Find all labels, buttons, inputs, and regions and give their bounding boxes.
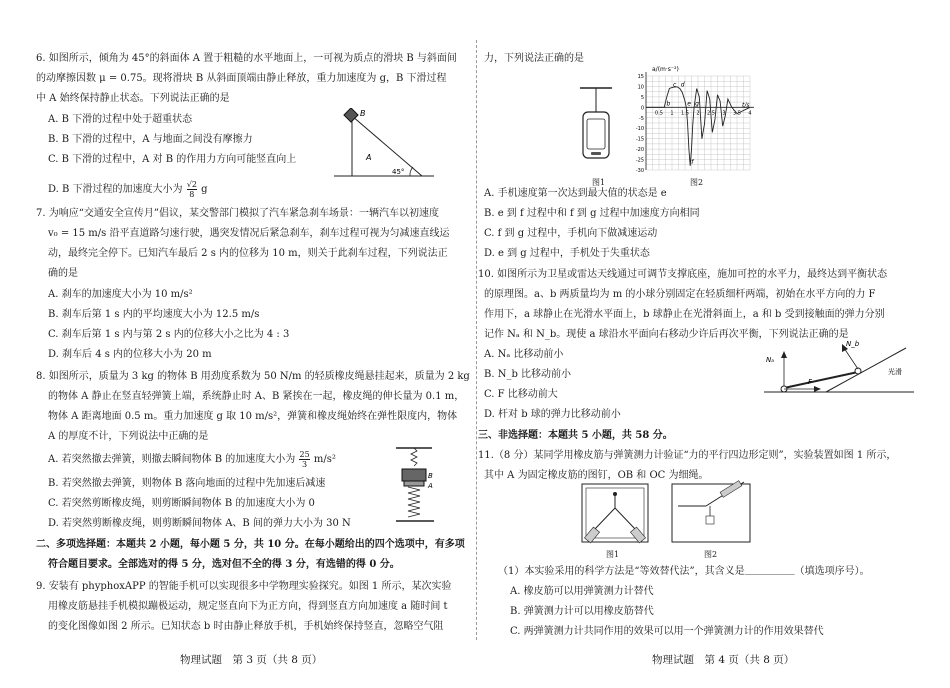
q11-figure2 — [670, 476, 762, 546]
arrow-nb — [844, 348, 858, 369]
q11-fig1-caption: 图1 — [606, 550, 620, 559]
annotation-g: g — [695, 100, 699, 108]
chart-grid — [646, 76, 750, 170]
q6-option-d-g: g — [201, 184, 208, 195]
q9-figure1-phone — [572, 86, 622, 176]
q8-frac-den: 3 — [302, 460, 308, 469]
section2-heading-line2: 符合题目要求。全部选对的得 5 分，选对但不全的得 3 分，有选错的得 0 分。 — [48, 559, 400, 570]
y-tick-label: -25 — [635, 157, 644, 164]
x-tick-label: 4 — [748, 110, 752, 117]
y-tick-label: 5 — [640, 94, 644, 101]
q6-frac-num: √2 — [186, 180, 197, 189]
q11-figure1 — [580, 482, 650, 548]
block-a — [404, 481, 424, 486]
q6-incline-figure — [330, 108, 440, 180]
q8-stem-line2: 的物体 A 静止在竖直轻弹簧上端，系统静止时 A、B 紧挨在一起，橡皮绳的伸长量为 0.1 m， — [48, 391, 465, 402]
q10-antenna-figure — [746, 338, 916, 410]
label-smooth: 光滑 — [888, 368, 902, 376]
q7-option-c: C. 刹车后第 1 s 内与第 2 s 内的位移大小之比为 4 : 3 — [48, 329, 290, 340]
x-tick-label: 3 — [722, 110, 726, 117]
phone-screen — [587, 119, 605, 149]
x-tick-label: 2 — [696, 110, 700, 117]
q8-stem-line4: A 的厚度不计，下列说法中正确的是 — [48, 431, 209, 442]
section3-heading: 三、非选择题：本题共 5 小题，共 58 分。 — [478, 430, 673, 441]
q7-stem-line2: v₀ = 15 m/s 沿平直道路匀速行驶，遇突发情况后紧急刹车，刹车过程可视为匀减速直线运 — [48, 228, 450, 239]
y-tick-label: 0 — [640, 105, 644, 112]
label-a: A — [366, 153, 372, 162]
q9-continuation: 力，下列说法正确的是 — [484, 53, 584, 64]
q10-option-a: A. Nₐ 比移动前小 — [484, 349, 564, 360]
q7-stem-line1: 7. 为响应“交通安全宣传月”倡议，某交警部门模拟了汽车紧急刹车场景：一辆汽车以初速度 — [36, 208, 439, 219]
q8-option-a-unit: m/s² — [313, 454, 336, 465]
q11-option-c: C. 两弹簧测力计共同作用的效果可以用一个弹簧测力计的作用效果替代 — [510, 626, 824, 637]
incline-triangle — [352, 116, 422, 176]
q6-option-d-fraction — [187, 180, 197, 199]
y-tick-label: -15 — [635, 136, 644, 143]
q10-stem-line3: 作用下，a 球静止在光滑水平面上，b 球静止在光滑斜面上，a 和 b 受到接触面的弹力分别 — [484, 309, 885, 320]
q11-sub1: （1）本实验采用的科学方法是“等效替代法”，其含义是＿＿＿＿＿（填选项序号）。 — [498, 566, 870, 577]
x-tick-label: 1 — [670, 110, 674, 117]
phone-button — [591, 152, 601, 155]
x-tick-label: 2.5 — [707, 110, 715, 117]
left-page-footer: 物理试题 第 3 页（共 8 页） — [180, 654, 323, 666]
fig-label-a: A — [428, 482, 433, 490]
q10-option-d: D. 杆对 b 球的弹力比移动前小 — [484, 409, 621, 420]
q6-option-c: C. B 下滑的过程中，A 对 B 的作用力方向可能竖直向上 — [48, 154, 297, 165]
q7-stem-line4: 确的是 — [48, 268, 78, 279]
spring — [408, 487, 420, 517]
label-na: Nₐ — [766, 356, 774, 364]
arrow-na-head — [781, 351, 787, 358]
section2-heading-line1: 二、多项选择题：本题共 2 小题，每小题 5 分，共 10 分。在每小题给出的四个选项中，有多项 — [36, 539, 465, 550]
q6-stem-line3: 中 A 始终保持静止状态。下列说法正确的是 — [36, 93, 230, 104]
x-tick-label: 1.5 — [681, 110, 689, 117]
annotation-d: d — [680, 81, 685, 89]
figure1-caption: 图1 — [592, 178, 606, 187]
q8-option-a — [48, 450, 336, 469]
q10-stem-line2: 的原理图。a、b 两质量均为 m 的小球分别固定在轻质细杆两端，初始在水平方向的力 F — [484, 289, 876, 300]
label-nb: N_b — [846, 340, 860, 348]
chart-x-axis-label: t/s — [742, 102, 750, 109]
y-tick-label: 15 — [637, 74, 644, 80]
board-frame-2 — [672, 484, 750, 542]
q10-option-c: C. F 比移动前大 — [484, 389, 558, 400]
q9-stem-line2: 用橡皮筋悬挂手机模拟蹦极运动，规定竖直向下为正方向，得到竖直方向加速度 a 随时间 t — [48, 601, 448, 612]
block-b — [402, 469, 426, 481]
y-tick-label: -10 — [635, 126, 644, 133]
q8-option-b: B. 若突然撤去弹簧，则物体 B 落向地面的过程中先加速后减速 — [48, 478, 326, 489]
y-tick-label: -20 — [635, 147, 644, 154]
q8-stem-line3: 物体 A 距离地面 0.5 m。重力加速度 g 取 10 m/s²，弹簧和橡皮绳始终在弹性限度内，物体 — [48, 411, 458, 422]
figure2-caption: 图2 — [690, 178, 704, 187]
q9-option-b: B. e 到 f 过程中和 f 到 g 过程中加速度方向相同 — [484, 208, 700, 219]
annotation-e: e — [687, 100, 692, 108]
q6-option-a: A. B 下滑的过程中处于超重状态 — [48, 114, 193, 125]
annotation-c: c — [673, 81, 677, 89]
q7-option-d: D. 刹车后 4 s 内的位移大小为 20 m — [48, 349, 212, 360]
rubber-band — [411, 448, 417, 466]
q11-fig2-caption: 图2 — [704, 550, 718, 559]
chart-axes — [646, 72, 754, 170]
angle-label: 45° — [392, 168, 405, 176]
q7-stem-line3: 动，最终完全停下。已知汽车最后 2 s 内的位移为 10 m，则关于此刹车过程，下列说法正 — [48, 248, 448, 259]
q8-stem-line1: 8. 如图所示，质量为 3 kg 的物体 B 用劲度系数为 50 N/m 的轻质橡皮绳悬挂起来，质量为 2 kg — [36, 371, 470, 382]
q9-option-d: D. e 到 g 过程中，手机处于失重状态 — [484, 248, 650, 259]
q9-option-c: C. f 到 g 过程中，手机向下做减速运动 — [484, 228, 658, 239]
weight — [706, 516, 714, 524]
q9-option-a: A. 手机速度第一次达到最大值的状态是 e — [484, 188, 667, 199]
q8-frac-num: 25 — [299, 450, 310, 459]
fig-label-b: B — [428, 472, 433, 480]
annotation-f: f — [691, 158, 694, 166]
q9-acceleration-chart — [626, 62, 756, 174]
chart-title: a/(m·s⁻²) — [652, 66, 679, 73]
annotation-b: b — [666, 100, 671, 108]
q6-option-d-text: D. B 下滑过程的加速度大小为 — [48, 184, 183, 195]
q7-option-b: B. 刹车后第 1 s 内的平均速度大小为 12.5 m/s — [48, 309, 260, 320]
q8-option-a-text: A. 若突然撤去弹簧，则撤去瞬间物体 B 的加速度大小为 — [48, 454, 296, 465]
q7-option-a: A. 刹车的加速度大小为 10 m/s² — [48, 289, 193, 300]
q8-spring-figure — [392, 446, 438, 526]
right-page-footer: 物理试题 第 4 页（共 8 页） — [652, 654, 795, 666]
q11-option-a: A. 橡皮筋可以用弹簧测力计替代 — [510, 586, 654, 597]
q11-option-b: B. 弹簧测力计可以用橡皮筋替代 — [510, 606, 654, 617]
q6-option-b: B. B 下滑的过程中，A 与地面之间没有摩擦力 — [48, 134, 253, 145]
q10-stem-line4: 记作 Nₐ 和 N_b。现使 a 球沿水平面向右移动少许后再次平衡，下列说法正确的是 — [484, 329, 849, 340]
y-tick-label: -30 — [635, 168, 644, 174]
q10-option-b: B. N_b 比移动前小 — [484, 369, 572, 380]
label-f: F — [808, 378, 813, 386]
y-tick-label: 10 — [637, 84, 644, 91]
q9-stem-line1: 9. 安装有 phyphoxAPP 的智能手机可以实现很多中学物理实验探究。如图 1 所示，某次实验 — [36, 581, 452, 592]
chart-ticks — [636, 74, 752, 174]
q8-option-d: D. 若突然剪断橡皮绳，则剪断瞬间物体 A、B 间的弹力大小为 30 N — [48, 518, 351, 529]
arrow-f-head — [814, 386, 821, 392]
q6-stem-line2: 的动摩擦因数 μ = 0.75。现将滑块 B 从斜面顶端由静止释放，重力加速度为 g，B 下滑过程 — [36, 73, 447, 84]
y-tick-label: -5 — [639, 115, 644, 122]
label-b: B — [360, 109, 366, 118]
q10-stem-line1: 10. 如图所示为卫星或雷达天线通过可调节支撑底座，施加可控的水平力，最终达到平衡状态 — [478, 269, 888, 280]
q8-option-c: C. 若突然剪断橡皮绳，则剪断瞬间物体 B 的加速度大小为 0 — [48, 498, 315, 509]
x-tick-label: 0.5 — [655, 110, 663, 117]
q6-stem-line1: 6. 如图所示，倾角为 45°的斜面体 A 置于粗糙的水平地面上，一可视为质点的滑块 B 与斜面间 — [36, 53, 457, 64]
q6-frac-den: 8 — [189, 190, 195, 199]
q9-stem-line3: 的变化图像如图 2 所示。已知状态 b 时由静止释放手机，手机始终保持竖直，忽略空气阻 — [48, 621, 444, 632]
x-tick-label: 3.5 — [733, 110, 741, 117]
q11-stem-line1: 11.（8 分）某同学用橡皮筋与弹簧测力计验证“力的平行四边形定则”，实验装置如图 1 所示， — [478, 450, 897, 461]
q6-option-d — [48, 180, 208, 199]
q11-stem-line2: 其中 A 为固定橡皮筋的图钉，OB 和 OC 为细绳。 — [484, 470, 709, 481]
right-page — [476, 0, 950, 688]
q8-option-a-fraction — [299, 450, 309, 469]
